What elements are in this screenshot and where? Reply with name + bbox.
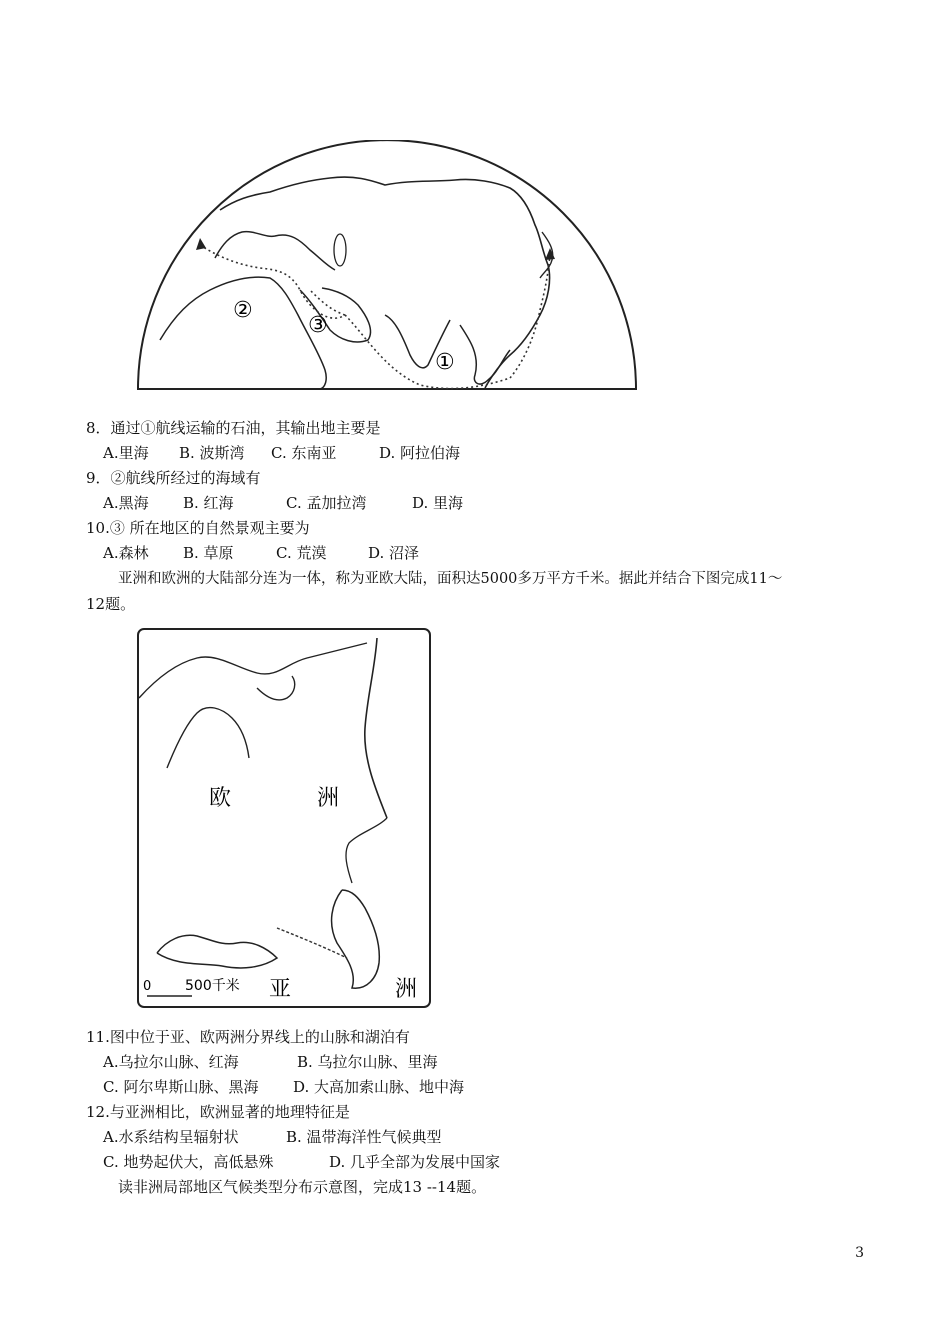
q10-option-b[interactable]: B. 草原 — [183, 544, 234, 562]
q12-options-row1 — [103, 1127, 442, 1147]
label-asia-1: 亚 — [269, 977, 292, 1002]
q12-option-a[interactable]: A.水系结构呈辐射状 — [103, 1128, 239, 1146]
page-number: 3 — [855, 1245, 864, 1261]
q9-option-a[interactable]: A.黑海 — [103, 494, 149, 512]
intro-13: 读非洲局部地区气候类型分布示意图，完成13 --14题。 — [118, 1178, 487, 1196]
label-asia-2: 洲 — [395, 977, 418, 1002]
route-label-2: ② — [233, 298, 253, 323]
q11-stem: 11.图中位于亚、欧两洲分界线上的山脉和湖泊有 — [86, 1028, 410, 1046]
europe-asia-boundary-map — [137, 628, 431, 1008]
route-label-1: ① — [435, 350, 455, 375]
scale-label: 500千米 — [185, 978, 240, 994]
q8-option-a[interactable]: A.里海 — [103, 444, 149, 462]
q11-option-b[interactable]: B. 乌拉尔山脉、里海 — [297, 1053, 438, 1071]
q9-option-d[interactable]: D. 里海 — [412, 494, 464, 512]
hemisphere-outline — [138, 140, 636, 389]
q9-options — [103, 493, 463, 513]
q11-options-row2 — [103, 1077, 464, 1097]
q12-option-d[interactable]: D. 几乎全部为发展中国家 — [329, 1153, 501, 1171]
label-europe-1: 欧 — [209, 786, 232, 811]
q12-option-b[interactable]: B. 温带海洋性气候典型 — [286, 1128, 442, 1146]
q8-options — [103, 443, 460, 463]
q9-option-c[interactable]: C. 孟加拉湾 — [286, 494, 367, 512]
q11-option-a[interactable]: A.乌拉尔山脉、红海 — [103, 1053, 239, 1071]
intro-11-line2: 12题。 — [86, 595, 136, 613]
q10-option-c[interactable]: C. 荒漠 — [276, 544, 327, 562]
q10-stem: 10.③ 所在地区的自然景观主要为 — [86, 519, 310, 537]
q8-option-b[interactable]: B. 波斯湾 — [179, 444, 245, 462]
q8-option-c[interactable]: C. 东南亚 — [271, 444, 337, 462]
label-europe-2: 洲 — [317, 786, 340, 811]
q12-stem: 12.与亚洲相比，欧洲显著的地理特征是 — [86, 1103, 350, 1121]
q12-option-c[interactable]: C. 地势起伏大，高低悬殊 — [103, 1153, 274, 1171]
intro-11-line1: 亚洲和欧洲的大陆部分连为一体，称为亚欧大陆，面积达5000多万平方千米。据此并结合下图完成11～ — [118, 571, 783, 587]
route-label-3: ③ — [308, 313, 328, 338]
q11-option-d[interactable]: D. 大高加索山脉、地中海 — [293, 1078, 465, 1096]
q10-options — [103, 543, 419, 563]
shipping-route-map — [130, 140, 645, 395]
q9-option-b[interactable]: B. 红海 — [183, 494, 234, 512]
q10-option-d[interactable]: D. 沼泽 — [368, 544, 420, 562]
q12-options-row2 — [103, 1152, 500, 1172]
q8-stem: 8．通过①航线运输的石油，其输出地主要是 — [86, 419, 381, 437]
q9-stem: 9．②航线所经过的海域有 — [86, 469, 261, 487]
scale-zero: 0 — [143, 979, 152, 994]
q11-option-c[interactable]: C. 阿尔卑斯山脉、黑海 — [103, 1078, 259, 1096]
q10-option-a[interactable]: A.森林 — [103, 544, 149, 562]
q8-option-d[interactable]: D. 阿拉伯海 — [379, 444, 461, 462]
q11-options-row1 — [103, 1052, 438, 1072]
